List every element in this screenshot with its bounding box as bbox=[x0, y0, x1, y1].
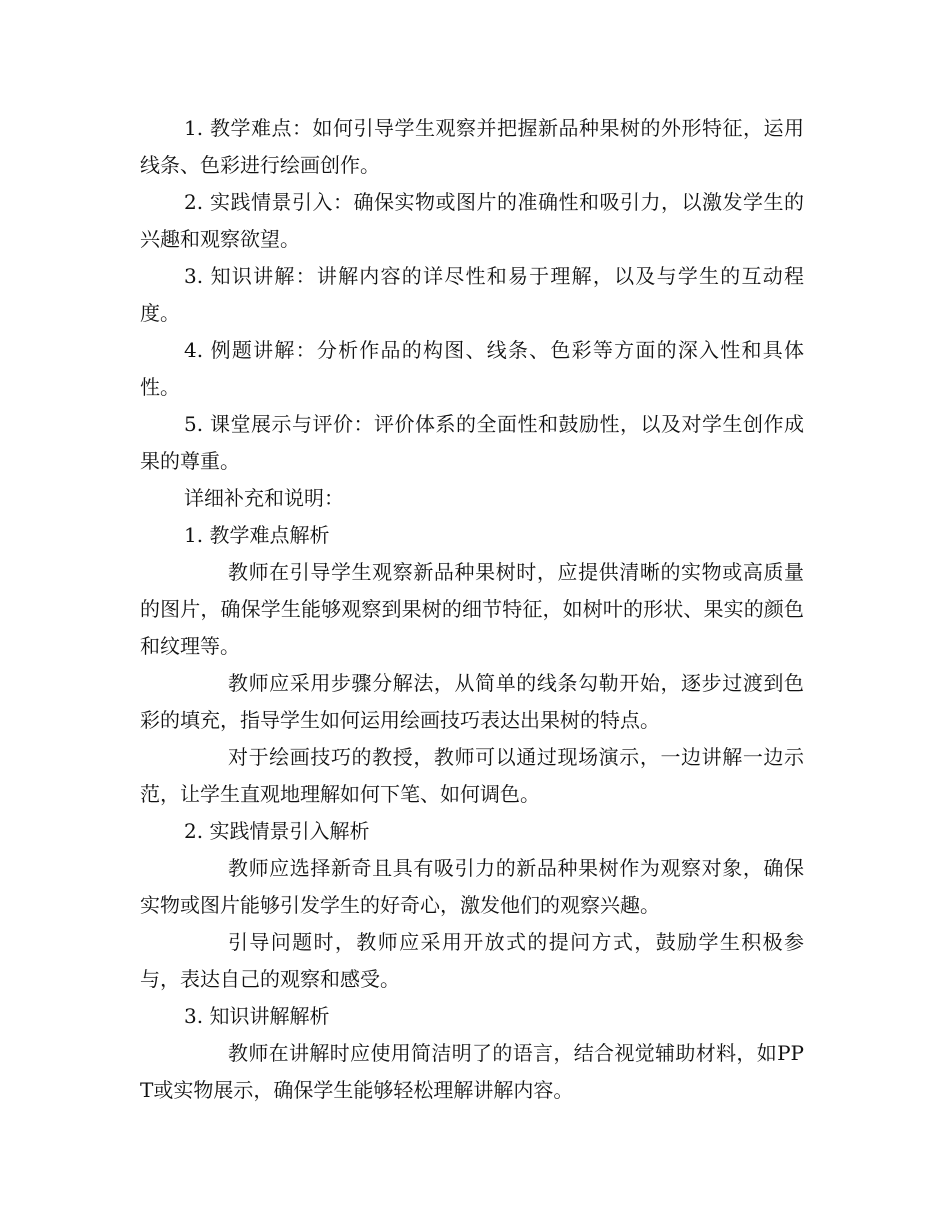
paragraph-example-explanation: 4. 例题讲解：分析作品的构图、线条、色彩等方面的深入性和具体性。 bbox=[140, 338, 804, 399]
subheading-knowledge-analysis: 3. 知识讲解解析 bbox=[184, 1004, 330, 1028]
subheading-difficulty-analysis: 1. 教学难点解析 bbox=[184, 523, 330, 547]
paragraph-knowledge-explanation: 3. 知识讲解：讲解内容的详尽性和易于理解，以及与学生的互动程度。 bbox=[140, 264, 804, 325]
paragraph-clear-language: 教师在讲解时应使用简洁明了的语言，结合视觉辅助材料，如PPT或实物展示，确保学生能够轻松理解讲解内容。 bbox=[140, 1041, 804, 1102]
section-heading-supplement: 详细补充和说明： bbox=[184, 486, 344, 510]
subheading-scenario-analysis: 2. 实践情景引入解析 bbox=[184, 819, 370, 843]
paragraph-difficulty-point: 1. 教学难点：如何引导学生观察并把握新品种果树的外形特征，运用线条、色彩进行绘画创作。 bbox=[140, 116, 804, 177]
document-body bbox=[140, 110, 804, 1109]
paragraph-open-questions: 引导问题时，教师应采用开放式的提问方式，鼓励学生积极参与，表达自己的观察和感受。 bbox=[140, 930, 804, 991]
paragraph-step-method: 教师应采用步骤分解法，从简单的线条勾勒开始，逐步过渡到色彩的填充，指导学生如何运用绘画技巧表达出果树的特点。 bbox=[140, 671, 804, 732]
paragraph-demonstration: 对于绘画技巧的教授，教师可以通过现场演示，一边讲解一边示范，让学生直观地理解如何下笔、如何调色。 bbox=[140, 745, 804, 806]
paragraph-observation-detail: 教师在引导学生观察新品种果树时，应提供清晰的实物或高质量的图片，确保学生能够观察到果树的细节特征，如树叶的形状、果实的颜色和纹理等。 bbox=[140, 560, 804, 658]
paragraph-selection-object: 教师应选择新奇且具有吸引力的新品种果树作为观察对象，确保实物或图片能够引发学生的好奇心，激发他们的观察兴趣。 bbox=[140, 856, 804, 917]
paragraph-scenario-introduction: 2. 实践情景引入：确保实物或图片的准确性和吸引力，以激发学生的兴趣和观察欲望。 bbox=[140, 190, 804, 251]
paragraph-class-display-evaluation: 5. 课堂展示与评价：评价体系的全面性和鼓励性，以及对学生创作成果的尊重。 bbox=[140, 412, 804, 473]
